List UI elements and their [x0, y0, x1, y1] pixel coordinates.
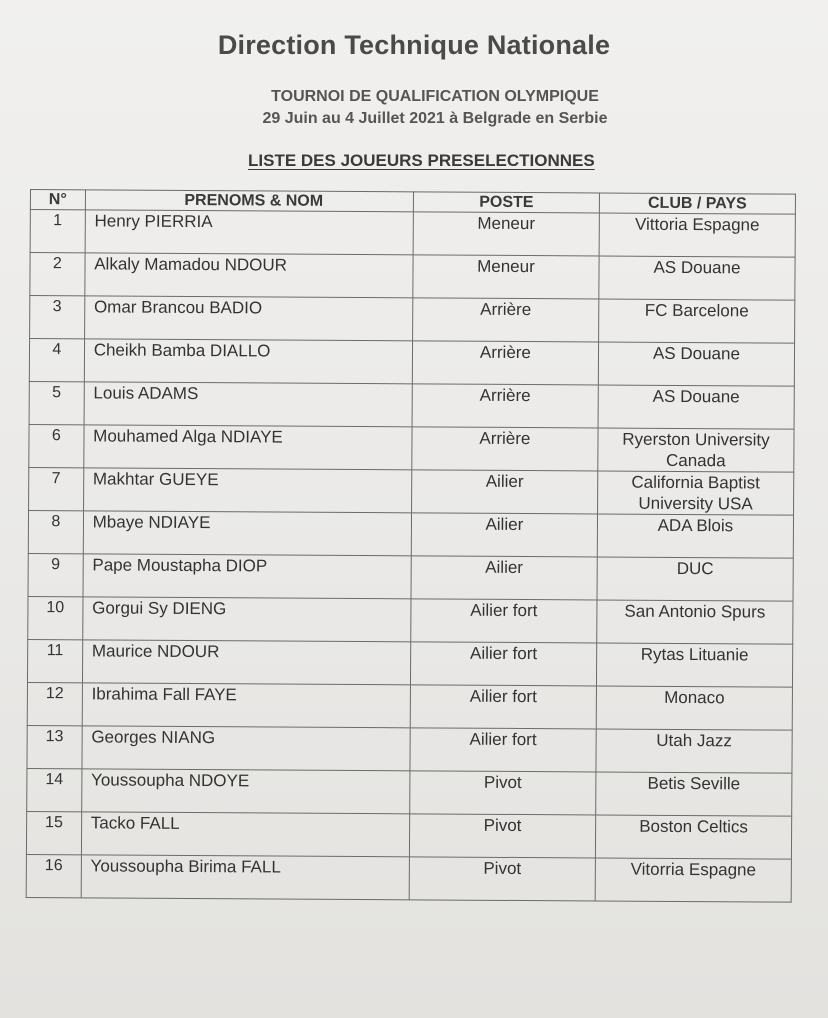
tournament-dates: 29 Juin au 4 Juillet 2021 à Belgrade en Serbie	[262, 110, 608, 127]
player-name: Youssoupha Birima FALL	[81, 855, 409, 900]
table-row	[27, 639, 792, 687]
player-number: 12	[27, 682, 82, 725]
player-name: Alkaly Mamadou NDOUR	[85, 253, 413, 298]
table-row	[28, 553, 793, 601]
column-header-club: CLUB / PAYS	[599, 193, 795, 214]
player-position: Pivot	[409, 857, 595, 901]
player-position: Ailier	[411, 513, 597, 557]
player-number: 1	[30, 210, 85, 253]
player-number: 11	[27, 639, 82, 682]
player-position: Arrière	[413, 298, 599, 342]
table-row	[30, 253, 795, 301]
table-row	[29, 339, 794, 387]
table-row	[26, 811, 791, 859]
player-number: 15	[26, 811, 81, 854]
player-position: Ailier	[411, 556, 597, 600]
player-position: Arrière	[412, 341, 598, 385]
player-name: Youssoupha NDOYE	[81, 769, 409, 814]
player-club: Monaco	[596, 686, 792, 730]
table-row	[29, 424, 794, 472]
table-row	[27, 725, 792, 773]
player-position: Pivot	[409, 814, 595, 858]
player-number: 5	[29, 381, 84, 424]
player-position: Arrière	[412, 384, 598, 428]
player-number: 14	[27, 768, 82, 811]
column-header-position: POSTE	[413, 192, 599, 213]
player-name: Tacko FALL	[81, 812, 409, 857]
player-club: AS Douane	[598, 342, 794, 386]
table-row	[28, 510, 793, 558]
player-number: 2	[30, 253, 85, 296]
player-name: Mouhamed Alga NDIAYE	[84, 425, 412, 470]
player-club: Betis Seville	[596, 772, 792, 816]
player-name: Louis ADAMS	[84, 382, 412, 427]
player-club: San Antonio Spurs	[597, 600, 793, 644]
player-number: 4	[29, 339, 84, 382]
tournament-name: TOURNOI DE QUALIFICATION OLYMPIQUE	[271, 88, 599, 105]
player-position: Ailier	[411, 470, 597, 514]
player-number: 3	[30, 296, 85, 339]
player-club: Utah Jazz	[596, 729, 792, 773]
player-number: 10	[28, 596, 83, 639]
player-position: Ailier fort	[410, 685, 596, 729]
player-club: ADA Blois	[597, 514, 793, 558]
player-name: Ibrahima Fall FAYE	[82, 683, 410, 728]
table-row	[28, 596, 793, 644]
player-club: Ryerston University Canada	[598, 428, 794, 472]
roster-table	[26, 189, 796, 903]
player-name: Maurice NDOUR	[82, 640, 410, 685]
player-name: Omar Brancou BADIO	[84, 296, 412, 341]
list-title: LISTE DES JOUEURS PRESELECTIONNES	[248, 151, 595, 170]
player-name: Gorgui Sy DIENG	[82, 597, 410, 642]
player-club: Vittoria Espagne	[599, 213, 795, 257]
player-club: California Baptist University USA	[597, 471, 793, 515]
player-position: Ailier fort	[411, 599, 597, 643]
table-row	[30, 296, 795, 344]
player-club: DUC	[597, 557, 793, 601]
column-header-number: N°	[30, 190, 85, 210]
player-name: Mbaye NDIAYE	[83, 511, 411, 556]
player-number: 7	[29, 467, 84, 510]
player-number: 9	[28, 553, 83, 596]
player-club: Vitorria Espagne	[595, 858, 791, 902]
player-name: Henry PIERRIA	[85, 210, 413, 255]
player-club: Boston Celtics	[595, 815, 791, 859]
player-club: FC Barcelone	[598, 299, 794, 343]
roster-body	[26, 210, 795, 903]
player-number: 8	[28, 510, 83, 553]
player-name: Georges NIANG	[82, 726, 410, 771]
player-position: Meneur	[413, 212, 599, 256]
player-position: Pivot	[410, 771, 596, 815]
table-row	[29, 467, 794, 515]
player-number: 6	[29, 424, 84, 467]
player-club: AS Douane	[598, 385, 794, 429]
table-row	[29, 381, 794, 429]
table-row	[27, 682, 792, 730]
page-title: Direction Technique Nationale	[217, 30, 611, 60]
player-position: Ailier fort	[410, 642, 596, 686]
table-row	[30, 210, 795, 258]
column-header-name: PRENOMS & NOM	[85, 190, 413, 212]
player-club: AS Douane	[599, 256, 795, 300]
player-name: Makhtar GUEYE	[83, 468, 411, 513]
player-position: Ailier fort	[410, 728, 596, 772]
table-row	[26, 854, 791, 902]
player-club: Rytas Lituanie	[596, 643, 792, 687]
player-name: Pape Moustapha DIOP	[83, 554, 411, 599]
player-position: Arrière	[412, 427, 598, 471]
player-name: Cheikh Bamba DIALLO	[84, 339, 412, 384]
player-position: Meneur	[413, 255, 599, 299]
table-row	[27, 768, 792, 816]
player-number: 16	[26, 854, 81, 897]
player-number: 13	[27, 725, 82, 768]
